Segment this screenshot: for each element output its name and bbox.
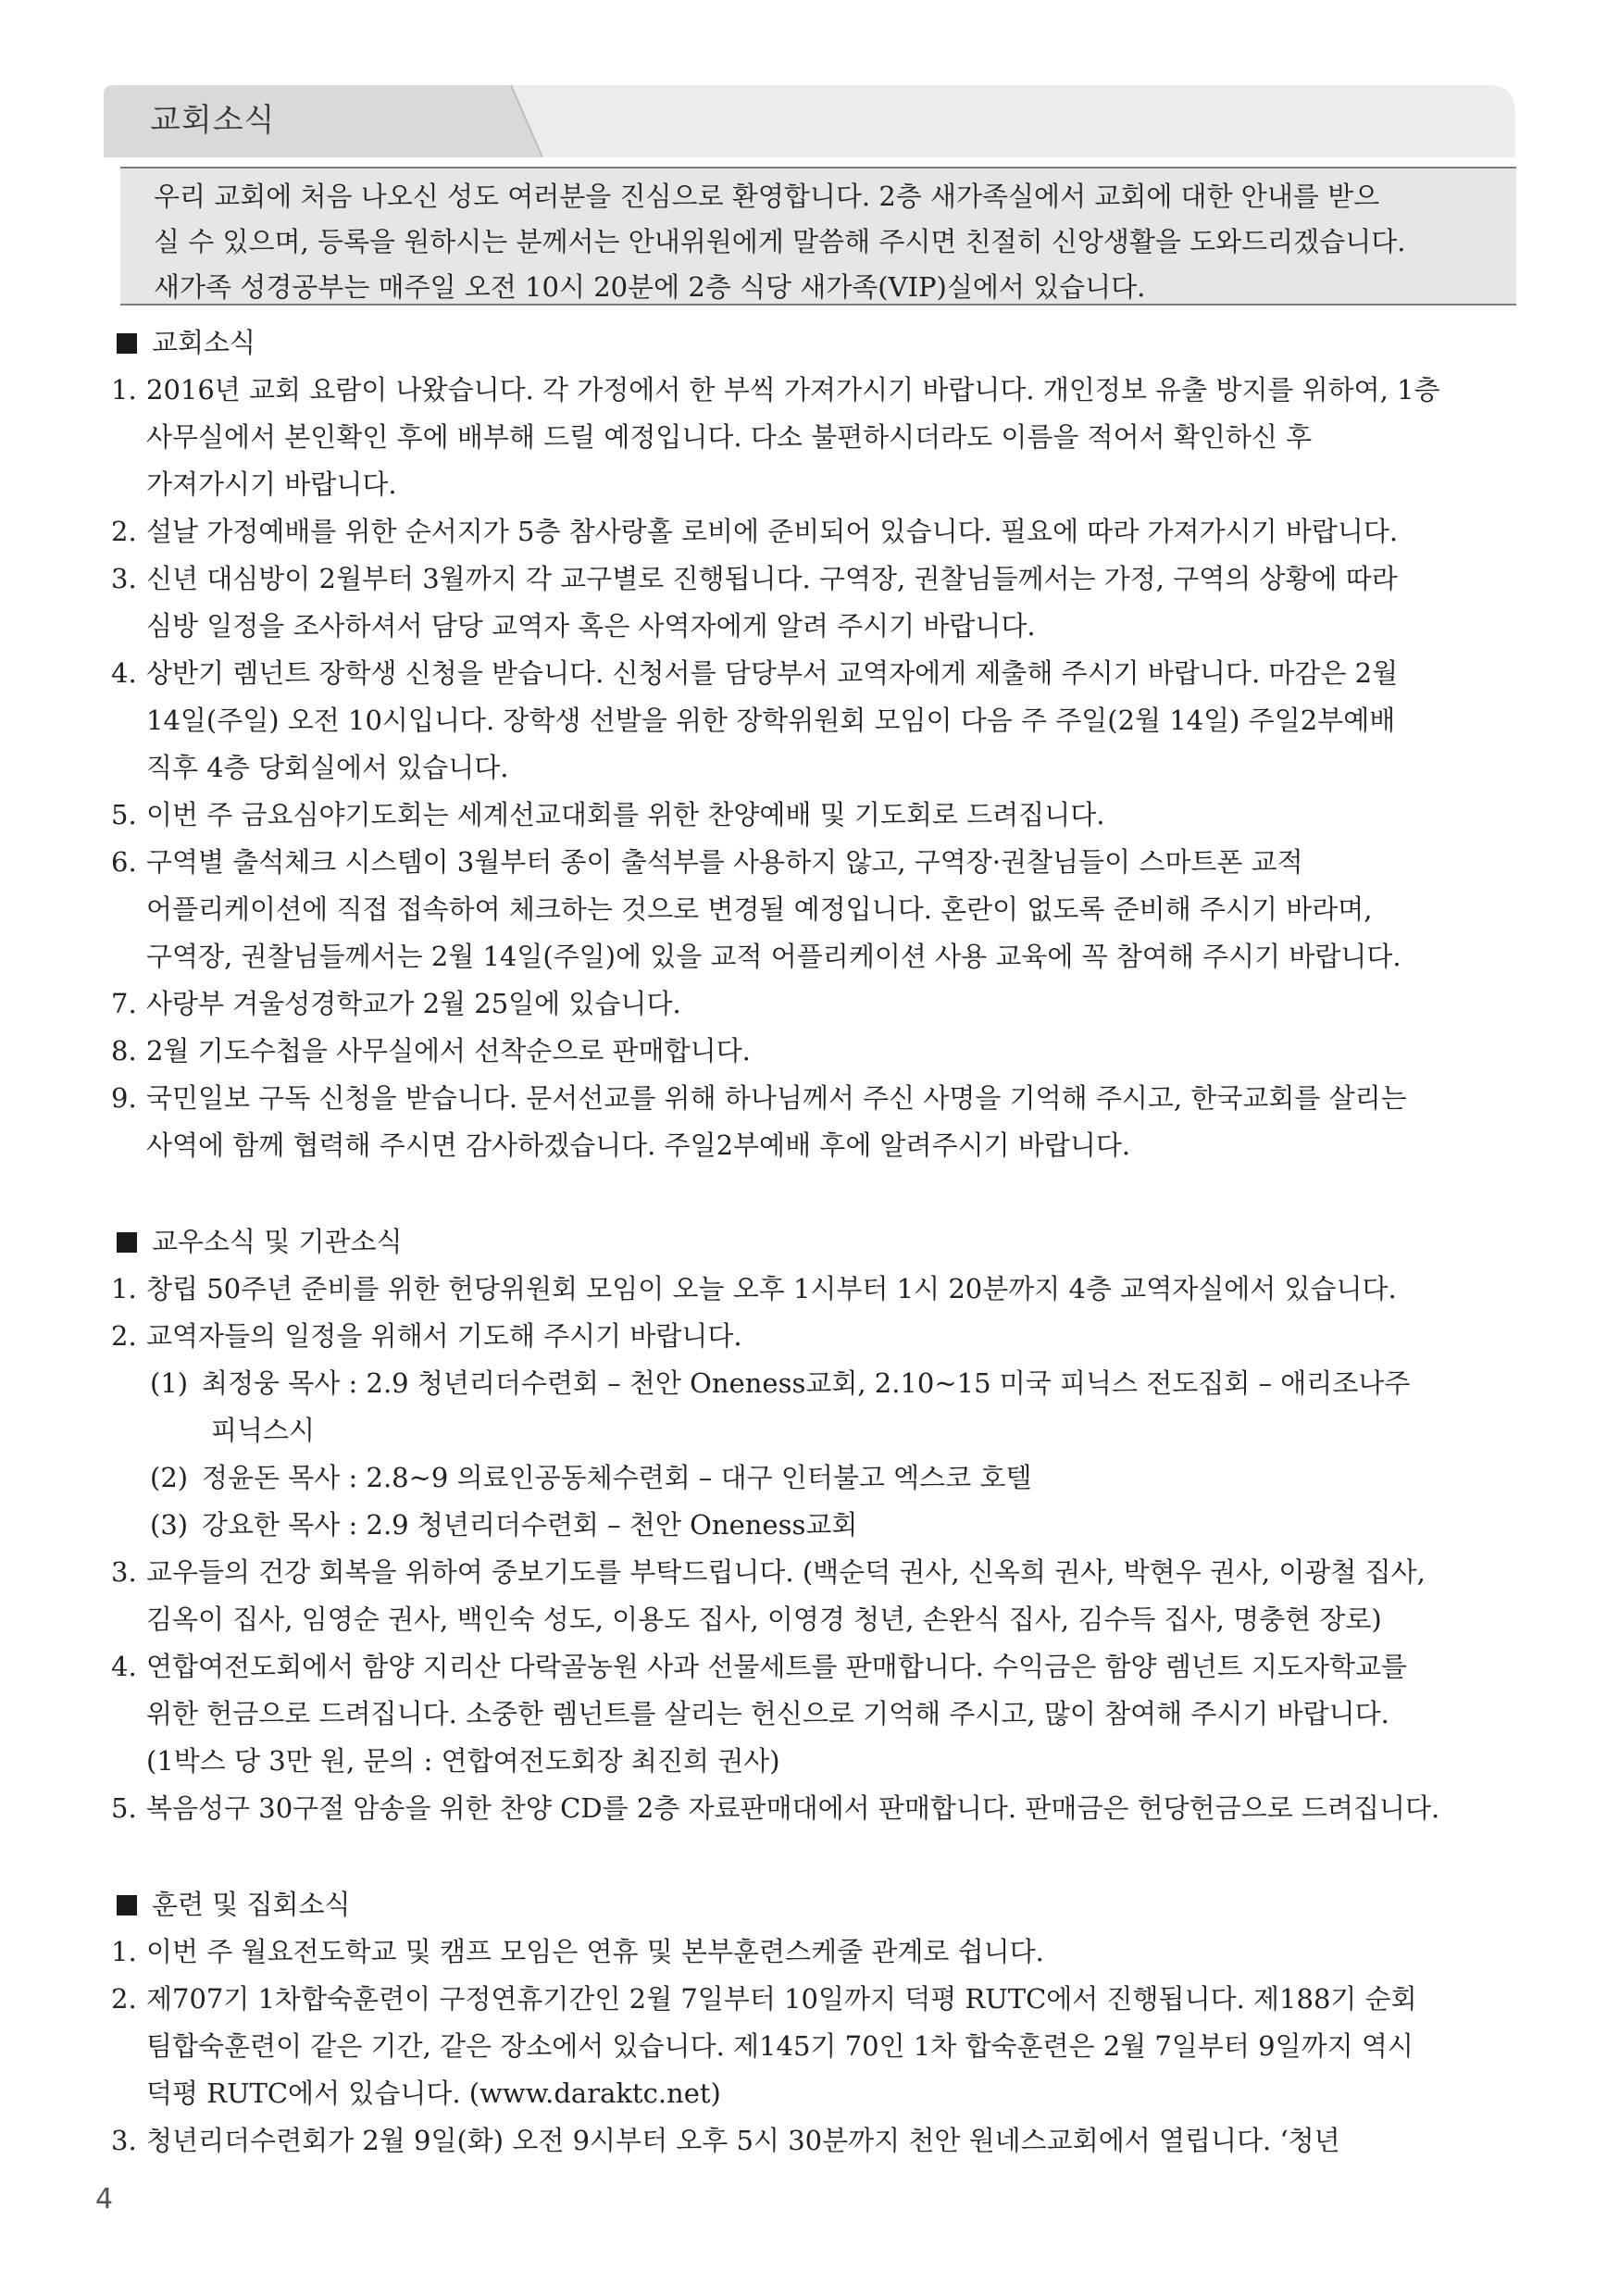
list-item xyxy=(111,1028,1518,1075)
item-text xyxy=(146,555,1518,650)
welcome-line: 우리 교회에 처음 나오신 성도 여러분을 진심으로 환영합니다. 2층 새가족실에서 교회에 대한 안내를 받으 xyxy=(154,181,1380,212)
item-text xyxy=(146,839,1518,980)
sub-item-number: (1) xyxy=(150,1367,189,1399)
list-item xyxy=(111,650,1518,792)
notice-section xyxy=(111,319,1518,1169)
item-number: 1. xyxy=(111,1936,137,1967)
item-text xyxy=(146,367,1518,508)
item-line: 이번 주 금요심야기도회는 세계선교대회를 위한 찬양예배 및 기도회로 드려집니다. xyxy=(146,799,1105,830)
item-number: 1. xyxy=(111,1273,137,1304)
section-title-text: 훈련 및 집회소식 xyxy=(152,1889,351,1920)
item-text xyxy=(146,1028,1518,1075)
item-number: 3. xyxy=(111,563,137,594)
item-text xyxy=(146,1266,1518,1313)
item-text xyxy=(146,1976,1518,2117)
item-line: 2월 기도수첩을 사무실에서 선착순으로 판매합니다. xyxy=(146,1035,751,1067)
item-text xyxy=(146,1549,1518,1643)
section-title xyxy=(111,1881,1518,1928)
item-number: 3. xyxy=(111,2125,137,2156)
item-text xyxy=(146,1075,1518,1169)
list-item xyxy=(111,792,1518,839)
item-text xyxy=(146,1313,1518,1360)
item-number: 1. xyxy=(111,374,137,406)
section-title xyxy=(111,319,1518,367)
bulletin-content xyxy=(111,319,1518,2214)
item-number: 4. xyxy=(111,1651,137,1682)
section-title xyxy=(111,1218,1518,1266)
item-number: 5. xyxy=(111,799,137,830)
item-number: 4. xyxy=(111,657,137,689)
item-line: 교우들의 건강 회복을 위하여 중보기도를 부탁드립니다. (백순덕 권사, 신옥희 권사, 박현우 권사, 이광철 집사, xyxy=(146,1556,1426,1588)
item-line: 심방 일정을 조사하셔서 담당 교역자 혹은 사역자에게 알려 주시기 바랍니다. xyxy=(146,610,1036,642)
list-item xyxy=(111,1976,1518,2117)
item-line: 제707기 1차합숙훈련이 구정연휴기간인 2월 7일부터 10일까지 덕평 RUTC에서 진행됩니다. 제188기 순회 xyxy=(146,1983,1417,2015)
item-line: 팀합숙훈련이 같은 기간, 같은 장소에서 있습니다. 제145기 70인 1차 합숙훈련은 2월 7일부터 9일까지 역시 xyxy=(146,2030,1414,2062)
item-text xyxy=(146,1643,1518,1785)
sub-item-number: (3) xyxy=(150,1509,189,1541)
item-number: 9. xyxy=(111,1082,137,1114)
section-title-text: 교우소식 및 기관소식 xyxy=(152,1226,403,1257)
sub-item-line: 강요한 목사 : 2.9 청년리더수련회 – 천안 Oneness교회 xyxy=(202,1509,858,1541)
page-number: 4 xyxy=(95,2183,114,2215)
sub-item-text xyxy=(202,1360,1410,1454)
item-line: 2016년 교회 요람이 나왔습니다. 각 가정에서 한 부씩 가져가시기 바랍니다. 개인정보 유출 방지를 위하여, 1층 xyxy=(146,374,1440,406)
square-bullet-icon xyxy=(117,1895,137,1915)
item-line: 설날 가정예배를 위한 순서지가 5층 참사랑홀 로비에 준비되어 있습니다. 필요에 따라 가져가시기 바랍니다. xyxy=(146,516,1399,547)
item-line: 사랑부 겨울성경학교가 2월 25일에 있습니다. xyxy=(146,988,681,1019)
item-line: 창립 50주년 준비를 위한 헌당위원회 모임이 오늘 오후 1시부터 1시 20분까지 4층 교역자실에서 있습니다. xyxy=(146,1273,1397,1304)
item-line: 김옥이 집사, 임영순 권사, 백인숙 성도, 이용도 집사, 이영경 청년, 손완식 집사, 김수득 집사, 명충현 장로) xyxy=(146,1603,1382,1635)
item-text xyxy=(146,1785,1518,1832)
section-title-text: 교회소식 xyxy=(152,327,256,358)
list-item xyxy=(111,1643,1518,1785)
list-item xyxy=(111,367,1518,508)
item-number: 2. xyxy=(111,1320,137,1352)
item-number: 5. xyxy=(111,1792,137,1824)
list-item xyxy=(111,555,1518,650)
section-header-tab xyxy=(104,85,1515,157)
item-line: 사무실에서 본인확인 후에 배부해 드릴 예정입니다. 다소 불편하시더라도 이름을 적어서 확인하신 후 xyxy=(146,421,1313,453)
list-item xyxy=(111,1075,1518,1169)
sub-item xyxy=(146,1454,1518,1502)
welcome-line: 새가족 성경공부는 매주일 오전 10시 20분에 2층 식당 새가족(VIP)실에서 있습니다. xyxy=(154,271,1146,303)
page-title: 교회소식 xyxy=(150,102,276,139)
list-item xyxy=(111,1785,1518,1832)
square-bullet-icon xyxy=(117,333,137,354)
notice-section xyxy=(111,1881,1518,2165)
item-text xyxy=(146,650,1518,792)
sub-item-text xyxy=(202,1502,857,1549)
sub-item-text xyxy=(202,1454,1031,1502)
sub-item-line: 정윤돈 목사 : 2.8~9 의료인공동체수련회 – 대구 인터불고 엑스코 호텔 xyxy=(202,1462,1032,1493)
item-line: 청년리더수련회가 2월 9일(화) 오전 9시부터 오후 5시 30분까지 천안 원네스교회에서 열립니다. ‘청년 xyxy=(146,2125,1340,2156)
item-text xyxy=(146,1928,1518,1976)
item-line: 복음성구 30구절 암송을 위한 찬양 CD를 2층 자료판매대에서 판매합니다. 판매금은 헌당헌금으로 드려집니다. xyxy=(146,1792,1440,1824)
item-line: 덕평 RUTC에서 있습니다. (www.daraktc.net) xyxy=(146,2078,721,2109)
item-number: 3. xyxy=(111,1556,137,1588)
item-line: 신년 대심방이 2월부터 3월까지 각 교구별로 진행됩니다. 구역장, 권찰님들께서는 가정, 구역의 상황에 따라 xyxy=(146,563,1398,594)
list-item xyxy=(111,2117,1518,2165)
item-line: 어플리케이션에 직접 접속하여 체크하는 것으로 변경될 예정입니다. 혼란이 없도록 준비해 주시기 바라며, xyxy=(146,893,1373,925)
item-line: 구역별 출석체크 시스템이 3월부터 종이 출석부를 사용하지 않고, 구역장·권찰님들이 스마트폰 교적 xyxy=(146,846,1303,878)
item-line: 상반기 렘넌트 장학생 신청을 받습니다. 신청서를 담당부서 교역자에게 제출해 주시기 바랍니다. 마감은 2월 xyxy=(146,657,1399,689)
welcome-box xyxy=(120,167,1516,306)
item-line: 교역자들의 일정을 위해서 기도해 주시기 바랍니다. xyxy=(146,1320,742,1352)
item-text xyxy=(146,792,1518,839)
list-item xyxy=(111,1549,1518,1643)
item-line: 이번 주 월요전도학교 및 캠프 모임은 연휴 및 본부훈련스케줄 관계로 쉽니다. xyxy=(146,1936,1044,1967)
list-item xyxy=(111,839,1518,980)
header-tab-shape xyxy=(104,85,1515,157)
item-line: 가져가시기 바랍니다. xyxy=(146,468,397,500)
item-text xyxy=(146,980,1518,1028)
sub-item-number: (2) xyxy=(150,1462,189,1493)
item-line: 직후 4층 당회실에서 있습니다. xyxy=(146,752,509,783)
item-line: 위한 헌금으로 드려집니다. 소중한 렘넌트를 살리는 헌신으로 기억해 주시고, 많이 참여해 주시기 바랍니다. xyxy=(146,1698,1389,1729)
list-item xyxy=(111,980,1518,1028)
sub-item xyxy=(146,1360,1518,1454)
item-number: 8. xyxy=(111,1035,137,1067)
sub-item-line: 최정웅 목사 : 2.9 청년리더수련회 – 천안 Oneness교회, 2.10~15 미국 피닉스 전도집회 – 애리조나주 xyxy=(202,1367,1411,1399)
square-bullet-icon xyxy=(117,1232,137,1253)
item-number: 6. xyxy=(111,846,137,878)
item-line: 14일(주일) 오전 10시입니다. 장학생 선발을 위한 장학위원회 모임이 다음 주 주일(2월 14일) 주일2부예배 xyxy=(146,705,1396,736)
item-line: (1박스 당 3만 원, 문의 : 연합여전도회장 최진희 권사) xyxy=(146,1745,780,1777)
item-line: 사역에 함께 협력해 주시면 감사하겠습니다. 주일2부예배 후에 알려주시기 바랍니다. xyxy=(146,1129,1131,1161)
list-item xyxy=(111,1266,1518,1313)
item-line: 연합여전도회에서 함양 지리산 다락골농원 사과 선물세트를 판매합니다. 수익금은 함양 렘넌트 지도자학교를 xyxy=(146,1651,1408,1682)
list-item xyxy=(111,1313,1518,1360)
item-text xyxy=(146,508,1518,555)
item-number: 2. xyxy=(111,1983,137,2015)
item-text xyxy=(146,2117,1518,2165)
sub-item xyxy=(146,1502,1518,1549)
notice-section xyxy=(111,1218,1518,1832)
list-item xyxy=(111,508,1518,555)
item-line: 구역장, 권찰님들께서는 2월 14일(주일)에 있을 교적 어플리케이션 사용 교육에 꼭 참여해 주시기 바랍니다. xyxy=(146,941,1401,972)
item-number: 2. xyxy=(111,516,137,547)
welcome-line: 실 수 있으며, 등록을 원하시는 분께서는 안내위원에게 말씀해 주시면 친절히 신앙생활을 도와드리겠습니다. xyxy=(154,226,1406,257)
sub-item-line: 피닉스시 xyxy=(211,1415,316,1446)
item-line: 국민일보 구독 신청을 받습니다. 문서선교를 위해 하나님께서 주신 사명을 기억해 주시고, 한국교회를 살리는 xyxy=(146,1082,1407,1114)
item-number: 7. xyxy=(111,988,137,1019)
list-item xyxy=(111,1928,1518,1976)
